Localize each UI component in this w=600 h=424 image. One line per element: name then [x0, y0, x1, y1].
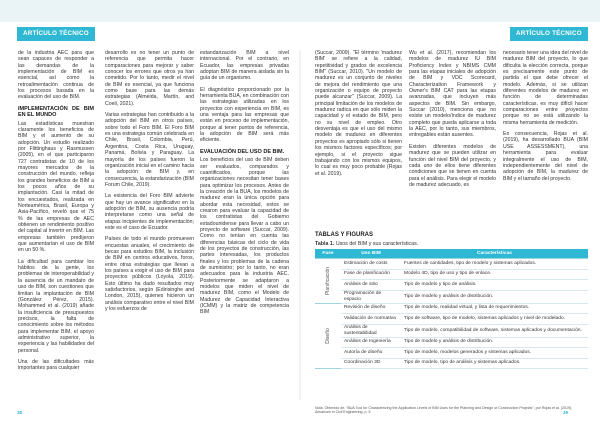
paragraph: El diagnóstico proporcionado por la herramienta BUA, en combinación con las estrategias utilizadas en los proyectos con experiencia en BIM, es una ventaja para las empresas que están en proceso de implementación, porque al tener puntos de referencia, la adopción de BIM será más eficiente.	[200, 86, 289, 144]
use-cell: Fase de planificación	[341, 269, 401, 280]
characteristics-cell: Tipo de modelo, modelos generados y sistemas aplicados.	[401, 348, 588, 359]
page-number-right: 39	[563, 410, 569, 415]
paragraph: Wu et al. (2017), recomiendan los modelos de madurez IU BIM Proficiency Index y NBIMS CMM para las etapas iniciales de adopción de BIM y VDC Scorecard, Characterization Framework y Owner's BIM CAT para las etapas avanzadas, que incluyen más aspectos de BIM. Sin embargo, Succar (2010), menciona que no existe un modelo/índice de madurez completo que pueda aplicarse a toda la AEC, por lo tanto, sus miembros, entregables están ausentes.	[409, 50, 496, 139]
table-row	[315, 337, 588, 348]
table-row	[315, 324, 588, 337]
paragraph: Países de todo el mundo promueven encuestas anuales, el crecimiento de becas para estudios BIM, la inclusión de BIM en centros educativos, foros, entre otras estrategias que llevan a los países a exigir el uso de BIM para proyectos públicos (Loyola, 2019). Esto último ha dado resultados muy satisfactorios, según (Edirisinghe and London, 2015), quienes hicieron un análisis comparativo entre el nivel BIM y los esfuerzos de	[105, 236, 194, 313]
paragraph: desarrollo es no tener un punto de referencia que permita hacer comparaciones para mejorar y saber conocer los errores que otros ya han cometido. Por lo tanto, medir el nivel de BIM es esencial, ya que funciona como base para las demás estrategias (Almeida, Martín, and Coeli, 2021).	[105, 50, 194, 107]
col-header-uso: Uso BIM	[341, 249, 401, 259]
table-row	[315, 348, 588, 359]
paragraph: estandarización BIM a nivel internacional. Por el contrario, en Ecuador, las empresas privadas adoptan BIM de manera aislada sin la guía de un organismo.	[200, 50, 289, 82]
characteristics-cell: Tipo de software, tipo de modelo, sistemas aplicados y nivel de modelado.	[401, 314, 588, 325]
text-column-3	[200, 50, 289, 321]
table-row	[315, 280, 588, 291]
table-row	[315, 303, 588, 314]
header-band-right	[300, 0, 600, 22]
paragraph: La dificultad para cambiar los hábitos de la gente, los problemas de interoperabilidad y la ausencia de un mandato de uso de BIM, son cuestiones que limitan la implantación de BIM (González Pérez, 2015). Mohammed et al. (2019) añade la insuficiencia de presupuestos precisos, la falta de conocimiento sobre los métodos para implementar BIM, el apoyo administrativo superior, la experiencia y las habilidades del personal.	[18, 258, 94, 354]
characteristics-cell: Tipo de modelo, tipo de análisis y sistemas aplicados.	[401, 358, 588, 369]
text-column-4	[315, 50, 402, 182]
section-heading: IMPLEMENTACIÓN DE BIM EN EL MUNDO	[18, 105, 94, 119]
use-cell: Análisis de sitio	[341, 280, 401, 291]
characteristics-cell: Tipo de modelo y análisis de distribución.	[401, 337, 588, 348]
table-row	[315, 269, 588, 280]
page-number-left: 38	[17, 410, 23, 415]
use-cell: Revisión de diseño	[341, 303, 401, 314]
table-note: Nota. Obtenido de: "BUA Tool for Characterizing the Application Levels of BIM Uses for the Planning and Design of Construction Projects", por Rojas et al. (2019), Advances in Civil Engineering, p. 5.	[315, 406, 573, 415]
use-cell: Análisis de Ingeniería	[341, 337, 401, 348]
paragraph: (Succar, 2009). "El término 'madurez BIM' se refiere a la calidad, repetitividad y grados de excelencia BIM" (Succar, 2010). "Un modelo de madurez es un conjunto de niveles de mejora del rendimiento que una organización o equipo de proyecto puede alcanzar" (Succar, 2009). La principal limitación de los modelos de madurez radica en que sólo miden la capacidad y el estado de BIM, pero no su nivel de empleo. Otro desventaja es que el uso del mismo modelo de madurez en diferentes proyectos es apropiado sólo si tienen los mismos factores específicos; por ejemplo, si el proyecto sigue trabajando con los mismos equipos, lo cual es muy poco probable (Rojas et al. 2019).	[315, 50, 402, 177]
use-cell: Estimación de costs	[341, 259, 401, 270]
characteristics-cell: Fuentes de cantidades, tipo de modelo y sistemas aplicados.	[401, 259, 588, 270]
paragraph: Existen diferentes modelos de madurez que se pueden utilizar en función del nivel BIM del proyecto, y cada uno de ellos tiene diferentes condiciones que se tienen en cuenta para el análisis. Para elegir el modelo de madurez adecuado, es	[409, 143, 496, 188]
section-tag-right: ARTÍCULO TÉCNICO	[510, 27, 588, 41]
phase-label: Diseño	[325, 327, 331, 344]
paragraph: En consecuencia, Rojas et al. (2019), ha desarrollado BUA (BIM USE ASSESSMENT), una herramienta para evaluar integralmente el uso de BIM, independientemente del nivel de adopción de BIM, la madurez de BIM y el tamaño del proyecto.	[503, 131, 588, 182]
use-cell: Validación de normativa	[341, 314, 401, 325]
table-row	[315, 290, 588, 303]
text-column-6	[503, 50, 588, 187]
paragraph: Una de las dificultades más importantes para cualquier	[18, 358, 94, 372]
phase-cell-design	[315, 303, 341, 369]
use-cell: Análisis de sustentabilidad	[341, 324, 401, 337]
use-cell: Coordinación 3D	[341, 358, 401, 369]
text-column-2	[105, 50, 194, 317]
page-gutter	[299, 50, 301, 400]
paragraph: La existencia del Foro BIM advierte que hay un avance significativo en la adopción de BIM, su ausencia podría interpretarse como una señal de etapas incipientes de implementación; este es el caso de Ecuador.	[105, 193, 194, 231]
section-tag-left: ARTÍCULO TÉCNICO	[17, 27, 95, 41]
table-row	[315, 314, 588, 325]
table-caption	[315, 241, 418, 247]
table-row	[315, 358, 588, 369]
header-band-left	[0, 0, 300, 22]
paragraph: de la industria AEC para que sean capaces de responder a las demandas de la implementación de BIM es esencial, así como la retroalimentación continua de los procesos basada en la evaluación del uso de BIM.	[18, 50, 94, 101]
characteristics-cell: Tipo de modelo y análisis de distribución.	[401, 290, 588, 303]
col-header-fase: Fase	[315, 249, 341, 259]
table-caption-text: Usos del BIM y sus características.	[334, 241, 419, 247]
paragraph: Varias estrategias han contribuido a la adopción del BIM en otros países, sobre todo el Foro BIM. El Foro BIM es una estrategia común celebrada en Chile, Brasil, Colombia, Perú, Argentina, Costa Rica, Uruguay, Panamá, Bolivia y Paraguay. La mayoría de los países fueron la organización inicial en el camino hacia la adopción de BIM y, en consecuencia, la estandarización (BIM Forum Chile, 2019).	[105, 112, 194, 188]
table-caption-label: Tabla 1.	[315, 241, 335, 247]
tables-heading: TABLAS Y FIGURAS	[315, 232, 374, 238]
col-header-caracteristicas: Características	[401, 249, 588, 259]
phase-label: Planificación	[325, 266, 331, 295]
paragraph: Las estadísticas muestran claramente los beneficios de BIM y el aumento de su adopción. Un estudio realizado por Flittinghaus y Rasmussen (2005), en el que participaron 727 contratistas de 10 de los mayores mercados de la construcción del mundo, refleja los grandes beneficios de BIM a los pocos años de su implantación. Casi la mitad de los encuestados, realizada en Norteamérica, Brasil, Europa y Asia-Pacífico, reveló que el 75 % de las empresas de AEC obtienen un rendimiento positivo del capital al invertir en BIM. Las empresas también predijeron que aumentarían el uso de BIM en un 50 %.	[18, 120, 94, 254]
use-cell: Programación de espacio	[341, 290, 401, 303]
text-column-5	[409, 50, 496, 193]
characteristics-cell: Tipo de modelo y tipo de análisis.	[401, 280, 588, 291]
characteristics-cell: Modelo 4D, tipo de uso y tipo de enlace.	[401, 269, 588, 280]
characteristics-cell: Tipo de modelo, compatibilidad de software, sistemas aplicados y documentación.	[401, 324, 588, 337]
use-cell: Autoría de diseño	[341, 348, 401, 359]
bim-uses-table	[315, 249, 588, 369]
text-column-1	[18, 50, 94, 377]
paragraph: necesario tener una idea del nivel de madurez BIM del proyecto, lo que dificulta la elección correcta, porque es precisamente este punto de partida el que debe ofrecer el modelo. Además, si se utilizan diferentes modelos de madurez en función de determinadas características, es muy difícil hacer comparaciones entre proyectos porque no se está utilizando la misma herramienta de medición.	[503, 50, 588, 126]
characteristics-cell: Tipo de modelo, realidad virtual, y lista de requerimientos.	[401, 303, 588, 314]
table-row	[315, 259, 588, 270]
phase-cell-planning	[315, 259, 341, 304]
paragraph: Los beneficios del uso de BIM deben ser evaluados, comparados y cuantificados, porque las organizaciones necesitan tener bases para optimizar los procesos. Antes de la creación de la BUA, los modelos de madurez eran la única opción para abordar esta necesidad, estos se crearon para evaluar la capacidad de los contratistas del Gobierno estadounidense para llevar a cabo un proyecto de software (Succar, 2009). Como no tenían en cuenta las diferencias básicas del ciclo de vida de los proyectos de construcción, las partes interesadas, los productos finales y los problemas de la cadena de suministro; por lo tanto, no eran adecuados para la industria AEC. Posteriormente se adaptaron a modelos que miden el nivel de madurez BIM, como el Modelo de Madurez de Capacidad Interactiva (ICMM) y la matriz de competencia BIM	[200, 157, 289, 316]
table-header-row	[315, 249, 588, 259]
section-heading: EVALUACIÓN DEL USO DE BIM.	[200, 148, 285, 155]
